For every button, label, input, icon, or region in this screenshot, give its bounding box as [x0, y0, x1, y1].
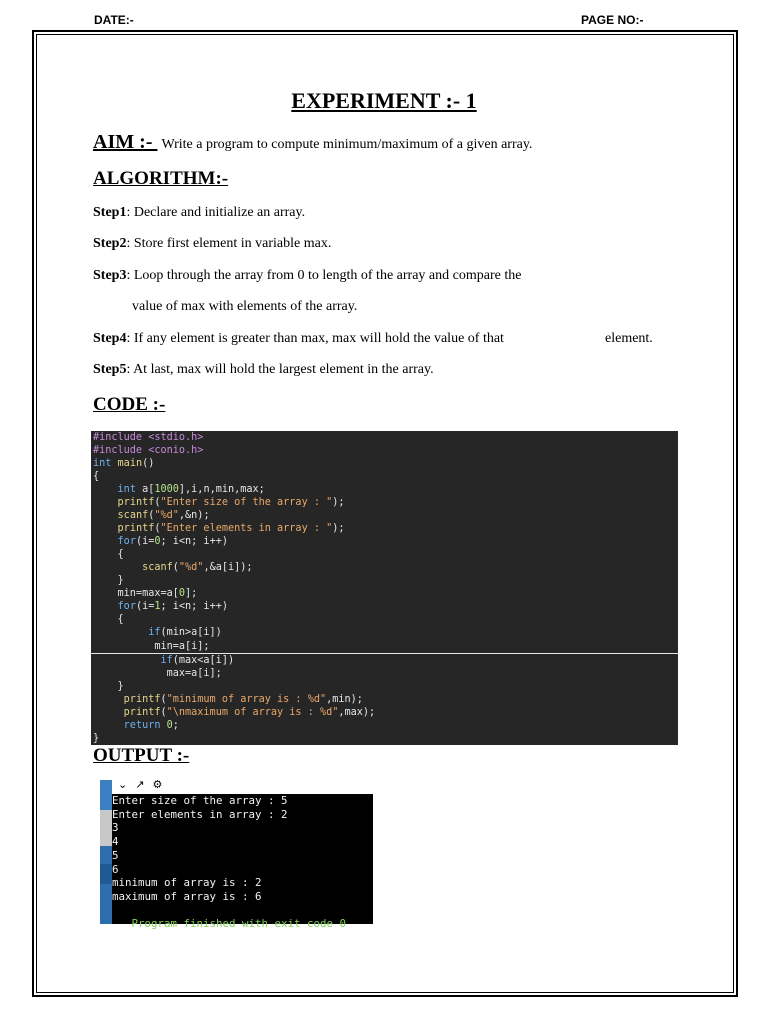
step-text: : Loop through the array from 0 to length of the array and compare the	[126, 268, 522, 283]
step-text: : Store first element in variable max.	[126, 236, 332, 251]
step-label: Step4	[93, 331, 127, 346]
experiment-title: EXPERIMENT :- 1	[291, 88, 477, 113]
code-line: #include <conio.h>	[93, 445, 204, 456]
console-line: maximum of array is : 6	[112, 889, 262, 903]
aim-heading: AIM :-	[93, 131, 158, 153]
code-line: }	[93, 681, 124, 692]
console-line: 5	[112, 848, 119, 862]
console-line: Program finished with exit code 0	[112, 917, 347, 931]
step-text: : Declare and initialize an array.	[126, 205, 306, 220]
code-line: scanf("%d",&a[i]);	[142, 562, 253, 573]
algorithm-step	[93, 236, 331, 252]
console-line: 6	[112, 862, 119, 876]
code-line: if(min>a[i])	[148, 627, 222, 638]
algorithm-step	[93, 362, 434, 378]
step-label: Step5	[93, 362, 127, 377]
expand-icon[interactable]: ↗	[135, 778, 145, 791]
console-line: 3	[112, 821, 119, 835]
code-line: return 0;	[123, 720, 179, 731]
algorithm-step	[93, 331, 504, 347]
code-line: min=max=a[0];	[93, 588, 198, 599]
code-line: max=a[i];	[93, 668, 222, 679]
code-line: if(max<a[i])	[160, 655, 235, 666]
step-label: Step3	[93, 268, 127, 283]
code-line: #include <stdio.h>	[93, 432, 204, 443]
algorithm-step	[93, 205, 305, 221]
code-heading: CODE :-	[93, 394, 166, 415]
date-label: DATE:-	[94, 13, 134, 27]
code-line: min=a[i];	[93, 641, 210, 652]
code-line: printf("\nmaximum of array is : %d",max);	[123, 707, 376, 718]
step-text: : If any element is greater than max, max will hold the value of that	[126, 331, 504, 346]
code-line: {	[93, 471, 100, 482]
step-text-tail: element.	[605, 331, 653, 346]
aim-line	[93, 131, 532, 154]
step-text: : At last, max will hold the largest element in the array.	[126, 362, 434, 377]
page-number-label: PAGE NO:-	[581, 13, 644, 27]
code-line: for(i=0; i<n; i++)	[117, 536, 228, 547]
algorithm-step	[93, 268, 521, 284]
code-line: {	[93, 614, 124, 625]
console-line: 4	[112, 835, 119, 849]
code-line: int main()	[93, 458, 155, 469]
code-line: int a[1000],i,n,min,max;	[117, 484, 265, 495]
console-toolbar	[118, 778, 170, 791]
code-line: scanf("%d",&n);	[117, 510, 210, 521]
algorithm-step-continuation	[132, 299, 357, 315]
console-line: Enter size of the array : 5	[112, 794, 288, 807]
chevron-down-icon[interactable]: ⌄	[118, 778, 128, 791]
code-line: }	[93, 733, 100, 744]
code-line: printf("Enter elements in array : ");	[117, 523, 345, 534]
step-label: Step1	[93, 205, 127, 220]
code-line: printf("minimum of array is : %d",min);	[123, 694, 363, 705]
console-side-toolbar	[100, 780, 112, 924]
code-line: {	[93, 549, 124, 560]
code-screenshot-seam	[91, 653, 678, 654]
algorithm-heading: ALGORITHM:-	[93, 168, 229, 189]
console-line: Enter elements in array : 2	[112, 807, 288, 821]
code-line: printf("Enter size of the array : ");	[117, 497, 345, 508]
step-label: Step2	[93, 236, 127, 251]
code-line: for(i=1; i<n; i++)	[117, 601, 228, 612]
console-line: minimum of array is : 2	[112, 876, 262, 890]
step-text: value of max with elements of the array.	[132, 299, 358, 314]
code-line: }	[93, 575, 124, 586]
settings-icon[interactable]: ⚙	[152, 778, 163, 791]
output-heading: OUTPUT :-	[93, 745, 190, 766]
aim-text: Write a program to compute minimum/maximum of a given array.	[161, 137, 533, 152]
